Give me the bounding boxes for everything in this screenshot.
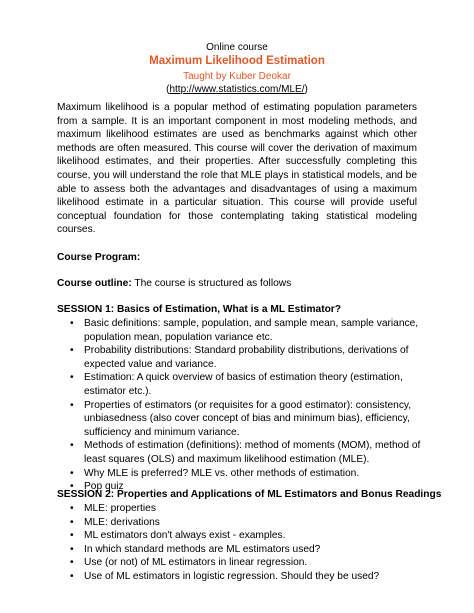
bullet-icon: • xyxy=(70,345,74,357)
link-open-paren: ( xyxy=(166,84,170,95)
list-item xyxy=(57,556,427,570)
link-close-paren: ) xyxy=(304,84,308,95)
course-kicker: Online course xyxy=(206,42,268,53)
session2-heading: SESSION 2: Properties and Applications of ML Estimators and Bonus Readings xyxy=(57,489,442,500)
list-item-text: In which standard methods are ML estimators used? xyxy=(84,543,321,555)
bullet-icon: • xyxy=(70,570,74,582)
bullet-icon: • xyxy=(70,503,74,514)
list-item-text: Use of ML estimators in logistic regression. Should they be used? xyxy=(84,570,380,582)
list-item xyxy=(57,344,427,371)
list-item-text: MLE: properties xyxy=(84,503,156,514)
session2-list xyxy=(57,502,427,584)
list-item xyxy=(57,529,427,543)
intro-paragraph: Maximum likelihood is a popular method of estimating population parameters from a sample. It is an important component in most modeling methods, and maximum likelihood estimates are used as benchmarks against which other methods are often measured. This course will cover the derivation of maximum likelihood estimates, and their properties. After successfully completing this course, you will understand the role that MLE plays in statistical models, and be able to assess both the advantages and disadvantages of using a maximum likelihood estimate in a particular situation. This course will provide useful conceptual foundation for those contemplating taking statistical modeling courses. xyxy=(57,102,417,236)
list-item xyxy=(57,371,427,398)
list-item-text: Methods of estimation (definitions): method of moments (MOM), method of least squares (OLS) and maximum likelihood estimation (MLE). xyxy=(84,440,421,465)
bullet-icon: • xyxy=(70,440,74,452)
bullet-icon: • xyxy=(70,467,74,479)
list-item xyxy=(57,516,427,530)
bullet-icon: • xyxy=(70,516,74,528)
course-link-line xyxy=(0,83,474,97)
course-outline xyxy=(57,277,291,291)
list-item-text: Probability distributions: Standard probability distributions, derivations of expected value and variance. xyxy=(84,345,409,370)
list-item-text: Basic definitions: sample, population, and sample mean, sample variance, population mean, population variance etc. xyxy=(84,318,419,343)
list-item xyxy=(57,317,427,344)
bullet-icon: • xyxy=(70,318,74,329)
list-item xyxy=(57,570,427,584)
list-item-text: Why MLE is preferred? MLE vs. other methods of estimation. xyxy=(84,467,360,479)
list-item xyxy=(57,543,427,557)
course-title: Maximum Likelihood Estimation xyxy=(149,55,325,67)
course-link[interactable]: http://www.statistics.com/MLE/ xyxy=(169,84,305,95)
list-item-text: Use (or not) of ML estimators in linear regression. xyxy=(84,557,308,569)
bullet-icon: • xyxy=(70,399,74,411)
list-item xyxy=(57,502,427,516)
bullet-icon: • xyxy=(70,543,74,555)
list-item-text: MLE: derivations xyxy=(84,516,160,528)
bullet-icon: • xyxy=(70,481,74,493)
bullet-icon: • xyxy=(70,530,74,542)
list-item xyxy=(57,439,427,466)
session1-list xyxy=(57,317,427,494)
course-instructor: Taught by Kuber Deokar xyxy=(183,71,291,82)
outline-label: Course outline: xyxy=(57,278,132,289)
list-item-text: Pop quiz xyxy=(84,481,124,493)
list-item xyxy=(57,467,427,481)
session1-heading: SESSION 1: Basics of Estimation, What is a ML Estimator? xyxy=(57,304,341,315)
list-item-text: ML estimators don't always exist - examples. xyxy=(84,530,286,542)
list-item-text: Estimation: A quick overview of basics of estimation theory (estimation, estimator etc.). xyxy=(84,372,403,397)
program-heading: Course Program: xyxy=(57,252,141,263)
list-item xyxy=(57,399,427,440)
outline-text: The course is structured as follows xyxy=(131,278,292,289)
bullet-icon: • xyxy=(70,372,74,384)
list-item-text: Properties of estimators (or requisites for a good estimator): consistency, unbiasedness (also cover concept of bias and minimum bias), efficiency, sufficiency and minimum variance. xyxy=(84,399,412,438)
bullet-icon: • xyxy=(70,557,74,569)
